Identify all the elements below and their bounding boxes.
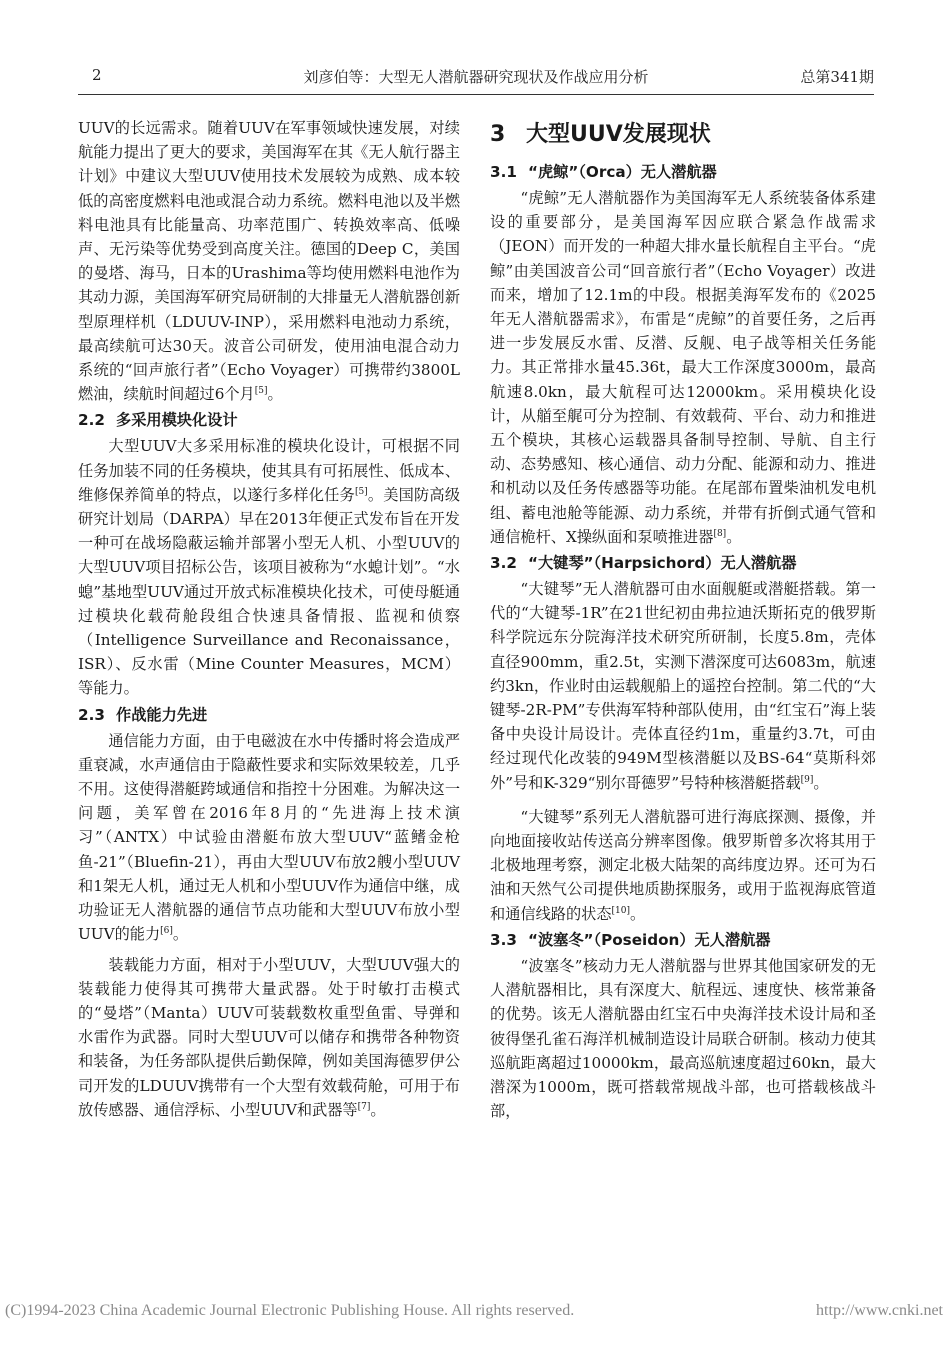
citation: [8] — [713, 528, 727, 539]
section-heading-3: 3 大型UUV发展现状 — [490, 122, 711, 147]
paragraph: “虎鲸”无人潜航器作为美国海军无人系统装备体系建设的重要部分，是美国海军因应联合紧急作战需求（JEON）而开发的一种超大排水量长航程自主平台。“虎鲸”由美国波音公司“回音旅行者”（Echo Voyager）改进而来，增加了12.1m的中段。根据美海军发布的《2025年无人潜航器需求》，布雷是“虎鲸”的首要任务，之后再进一步发展反水雷、反潜、反舰、电子战等相关任务能力。其正常排水量45.36t，最大工作深度3000m，最高航速8.0kn，最大航程可达12000km。采用模块化设计，从艏至艉可分为控制、有效载荷、平台、动力和推进五个模块，其核心运载器具备制导控制、导航、自主行动、态势感知、核心通信、动力分配、能源和动力、推进和机动以及任务传感器等功能。在尾部布置柴油机发电机组、蓄电池舱等能源、动力系统，并带有折倒式通气管和通信桅杆、X操纵面和泵喷推进器[8]。 — [490, 189, 876, 546]
copyright-text: (C)1994-2023 China Academic Journal Electronic Publishing House. All rights reserved. — [5, 1302, 575, 1319]
citation: [10] — [611, 905, 630, 916]
citation: [6] — [160, 926, 173, 937]
page-number: 2 — [92, 66, 102, 84]
citation: [7] — [357, 1101, 371, 1112]
paragraph: “波塞冬”核动力无人潜航器与世界其他国家研发的无人潜航器相比，具有深度大、航程远、速度快、核常兼备的优势。该无人潜航器由红宝石中央海洋技术设计局和圣彼得堡孔雀石海洋机械制造设计局联合研制。核动力使其巡航距离超过10000km，最高巡航速度超过60kn，最大潜深为1000m，既可搭载常规战斗部，也可搭载核战斗部， — [490, 956, 876, 1121]
paragraph: “大键琴”系列无人潜航器可进行海底探测、摄像，并向地面接收站传送高分辨率图像。俄罗斯曾多次将其用于北极地理考察，测定北极大陆架的高纬度边界。还可为石油和天然气公司提供地质勘探服务，或用于监视海底管道和通信线路的状态[10]。 — [490, 807, 876, 923]
running-title: 刘彦伯等：大型无人潜航器研究现状及作战应用分析 — [303, 68, 649, 86]
paragraph: UUV的长远需求。随着UUV在军事领域快速发展，对续航能力提出了更大的要求，美国海军在其《无人航行器主计划》中建议大型UUV使用技术发展较为成熟、成本较低的高密度燃料电池或混合动力系统。燃料电池以及半燃料电池具有比能量高、功率范围广、转换效率高、低噪声、无污染等优势受到高度关注。德国的Deep C，美国的曼塔、海马，日本的Urashima等均使用燃料电池作为其动力源，美国海军研究局研制的大排量无人潜航器创新型原理样机（LDUUV-INP），采用燃料电池动力系统，最高续航可达30天。波音公司研发，使用油电混合动力系统的“回声旅行者”（Echo Voyager）可携带约3800L燃油，续航时间超过6个月[5]。 — [78, 119, 460, 404]
paragraph: 大型UUV大多采用标准的模块化设计，可根据不同任务加装不同的任务模块，使其具有可拓展性、低成本、维修保养简单的特点，以遂行多样化任务[5]。美国防高级研究计划局（DARPA）早在2013年便正式发布旨在开发一种可在战场隐蔽运输并部署小型无人机、小型UUV的大型UUV项目招标公告，该项目被称为“水螅计划”。“水螅”基地型UUV通过开放式标准模块化技术，可使母艇通过模块化载荷舱段组合快速具备情报、监视和侦察（Intelligence Surveillance and Reconaissance，ISR）、反水雷（Mine Counter Measures，MCM）等能力。 — [78, 437, 461, 698]
paragraph: 通信能力方面，由于电磁波在水中传播时将会造成严重衰减，水声通信由于隐蔽性要求和实际效果较差，几乎不用。这使得潜艇跨域通信和指控十分困难。为解决这一问题，美军曾在2016年8月的“先进海上技术演习”（ANTX）中试验由潜艇布放大型UUV“蓝鳍金枪鱼-21”（Bluefin-21），再由大型UUV布放2艘小型UUV和1架无人机，通过无人机和小型UUV作为通信中继，成功验证无人潜航器的通信节点功能和大型UUV布放小型UUV的能力[6]。 — [78, 731, 460, 944]
left-column — [78, 116, 460, 1122]
section-heading-3-2: 3.2 “大键琴”（Harpsichord）无人潜航器 — [490, 554, 797, 573]
right-column — [490, 116, 876, 1123]
section-heading-2-2: 2.2 多采用模块化设计 — [78, 411, 238, 430]
citation: [5] — [254, 386, 268, 397]
running-header — [78, 66, 874, 92]
paragraph: “大键琴”无人潜航器可由水面舰艇或潜艇搭载。第一代的“大键琴-1R”在21世纪初由弗拉迪沃斯拓克的俄罗斯科学院远东分院海洋技术研究所研制，长度5.8m，壳体直径900mm，重2.5t，实测下潜深度可达6083m，航速约3kn，作业时由运载舰船上的遥控台控制。第二代的“大键琴-2R-PM”专供海军特种部队使用，由“红宝石”海上装备中央设计局设计。壳体直径约1m，重量约3.7t，可由经过现代化改装的949M型核潜艇以及BS-64“莫斯科郊外”号和K-329“别尔哥德罗”号特种核潜艇搭载[9]。 — [490, 580, 876, 792]
section-heading-2-3: 2.3 作战能力先进 — [78, 705, 208, 724]
issue-number: 总第341期 — [800, 68, 874, 86]
citation: [9] — [800, 774, 814, 785]
header-rule — [78, 94, 874, 95]
section-heading-3-3: 3.3 “波塞冬”（Poseidon）无人潜航器 — [490, 930, 771, 949]
citation: [5] — [354, 486, 368, 497]
paragraph: 装载能力方面，相对于小型UUV，大型UUV强大的装载能力使得其可携带大量武器。处于时敏打击模式的“曼塔”（Manta）UUV可装载数枚重型鱼雷、导弹和水雷作为武器。同时大型UUV可以储存和携带各种物资和装备，为任务部队提供后勤保障，例如美国海德罗伊公司开发的LDUUV携带有一个大型有效载荷舱，可用于布放传感器、通信浮标、小型UUV和武器等[7]。 — [78, 955, 460, 1119]
cnki-link[interactable]: http://www.cnki.net — [816, 1302, 943, 1319]
section-heading-3-1: 3.1 “虎鲸”（Orca）无人潜航器 — [490, 163, 717, 181]
